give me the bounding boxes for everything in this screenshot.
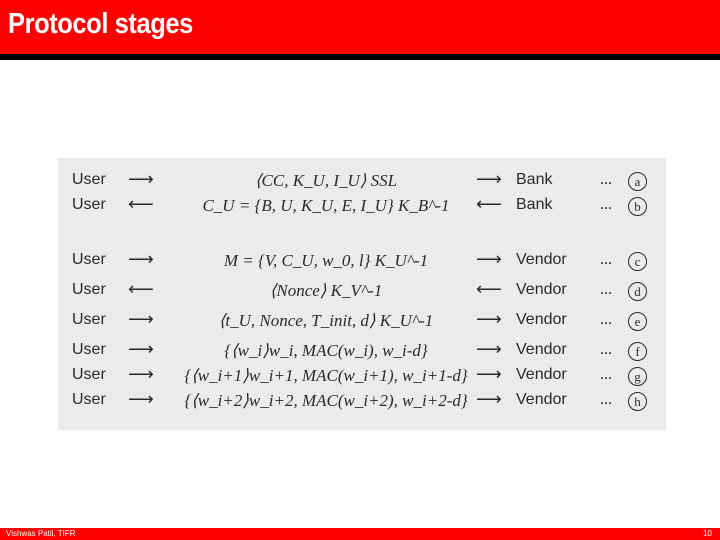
arrow-icon: ⟵ bbox=[128, 194, 154, 214]
row-label: a bbox=[628, 172, 647, 191]
arrow-icon: ⟵ bbox=[128, 279, 154, 299]
row-dots: ... bbox=[600, 251, 612, 268]
protocol-row-e bbox=[58, 311, 666, 335]
row-party: Vendor bbox=[516, 281, 567, 298]
protocol-row-b bbox=[58, 196, 666, 220]
protocol-row-h bbox=[58, 391, 666, 415]
row-dots: ... bbox=[600, 311, 612, 328]
row-label: g bbox=[628, 367, 647, 386]
row-actor: User bbox=[72, 341, 106, 358]
row-dots: ... bbox=[600, 171, 612, 188]
row-dots: ... bbox=[600, 281, 612, 298]
protocol-table bbox=[58, 158, 666, 430]
row-actor: User bbox=[72, 281, 106, 298]
footer-bar bbox=[0, 528, 720, 540]
row-label: e bbox=[628, 312, 647, 331]
row-message: C_U = {B, U, K_U, E, I_U} K_B^-1 bbox=[202, 196, 450, 215]
arrow-icon: ⟶ bbox=[128, 364, 154, 384]
row-dots: ... bbox=[600, 366, 612, 383]
arrow-icon: ⟵ bbox=[476, 194, 502, 214]
row-dots: ... bbox=[600, 341, 612, 358]
row-party: Bank bbox=[516, 171, 553, 188]
row-label: d bbox=[628, 282, 647, 301]
arrow-icon: ⟶ bbox=[128, 389, 154, 409]
row-actor: User bbox=[72, 251, 106, 268]
row-message: ⟨Nonce⟩ K_V^-1 bbox=[269, 281, 383, 300]
arrow-icon: ⟶ bbox=[476, 169, 502, 189]
row-message: {⟨w_i+1⟩w_i+1, MAC(w_i+1), w_i+1-d} bbox=[184, 366, 468, 385]
page-number: 10 bbox=[703, 529, 712, 538]
row-dots: ... bbox=[600, 391, 612, 408]
arrow-icon: ⟶ bbox=[128, 339, 154, 359]
row-label: b bbox=[628, 197, 647, 216]
arrow-icon: ⟶ bbox=[128, 169, 154, 189]
protocol-row-f bbox=[58, 341, 666, 365]
arrow-icon: ⟶ bbox=[476, 249, 502, 269]
protocol-row-a bbox=[58, 171, 666, 195]
row-actor: User bbox=[72, 391, 106, 408]
row-actor: User bbox=[72, 366, 106, 383]
row-label: c bbox=[628, 252, 647, 271]
title-divider bbox=[0, 54, 720, 60]
arrow-icon: ⟶ bbox=[476, 364, 502, 384]
row-label: h bbox=[628, 392, 647, 411]
row-dots: ... bbox=[600, 196, 612, 213]
protocol-row-c bbox=[58, 251, 666, 275]
row-party: Vendor bbox=[516, 311, 567, 328]
arrow-icon: ⟶ bbox=[476, 389, 502, 409]
arrow-icon: ⟶ bbox=[476, 309, 502, 329]
protocol-row-d bbox=[58, 281, 666, 305]
arrow-icon: ⟵ bbox=[476, 279, 502, 299]
row-message: ⟨t_U, Nonce, T_init, d⟩ K_U^-1 bbox=[218, 311, 434, 330]
slide-title: Protocol stages bbox=[8, 8, 193, 40]
row-message: {⟨w_i+2⟩w_i+2, MAC(w_i+2), w_i+2-d} bbox=[184, 391, 468, 410]
arrow-icon: ⟶ bbox=[476, 339, 502, 359]
row-actor: User bbox=[72, 171, 106, 188]
arrow-icon: ⟶ bbox=[128, 249, 154, 269]
row-actor: User bbox=[72, 311, 106, 328]
footer-author: Vishwas Patil, TIFR bbox=[6, 529, 76, 538]
row-party: Vendor bbox=[516, 341, 567, 358]
row-party: Vendor bbox=[516, 391, 567, 408]
row-party: Vendor bbox=[516, 366, 567, 383]
protocol-figure bbox=[58, 158, 666, 430]
row-label: f bbox=[628, 342, 647, 361]
title-bar bbox=[0, 0, 720, 54]
arrow-icon: ⟶ bbox=[128, 309, 154, 329]
row-party: Vendor bbox=[516, 251, 567, 268]
row-party: Bank bbox=[516, 196, 553, 213]
row-message: {⟨w_i⟩w_i, MAC(w_i), w_i-d} bbox=[224, 341, 428, 360]
row-message: M = {V, C_U, w_0, l} K_U^-1 bbox=[223, 251, 429, 270]
row-actor: User bbox=[72, 196, 106, 213]
protocol-row-g bbox=[58, 366, 666, 390]
row-message: ⟨CC, K_U, I_U⟩ SSL bbox=[254, 171, 398, 190]
